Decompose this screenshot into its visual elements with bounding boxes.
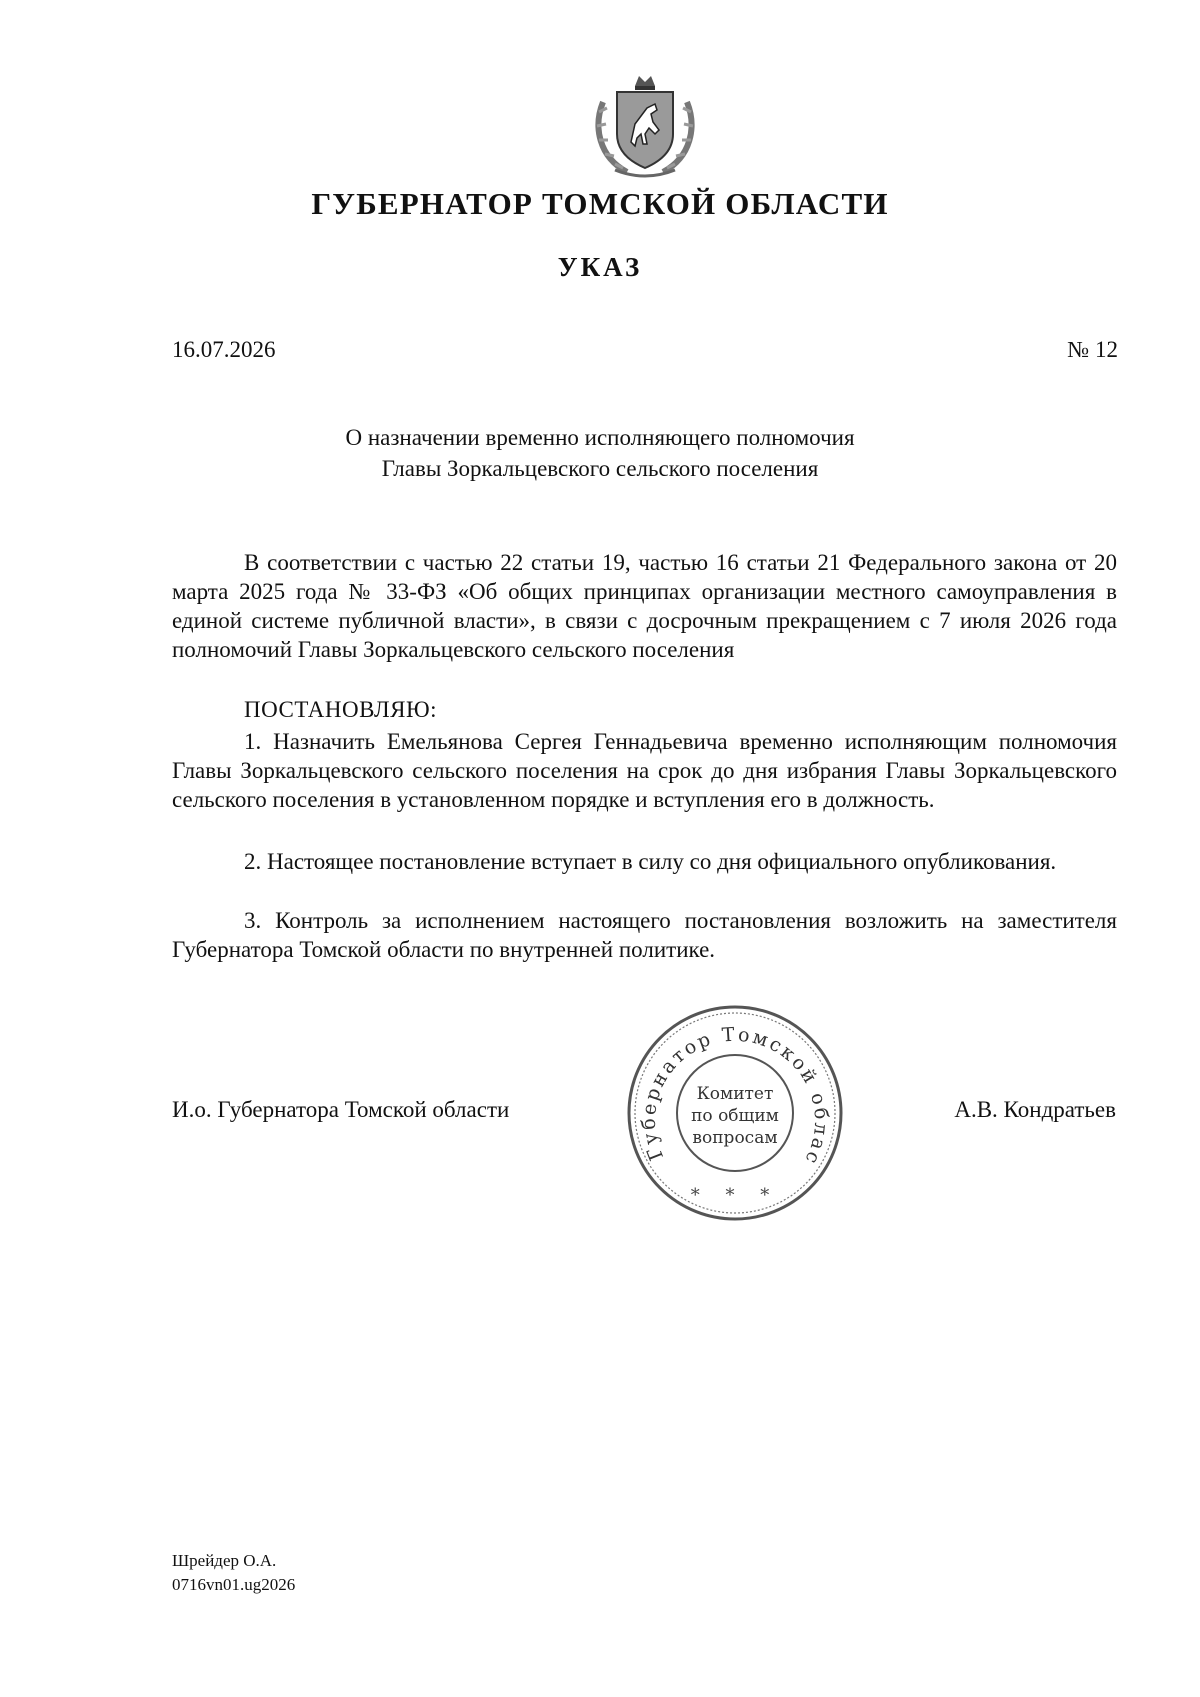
- official-seal: [625, 1003, 845, 1223]
- seal-stars: * * *: [690, 1185, 780, 1206]
- issuer-title: ГУБЕРНАТОР ТОМСКОЙ ОБЛАСТИ: [311, 186, 889, 221]
- document-type: УКАЗ: [557, 252, 643, 282]
- seal-inner-line: вопросам: [692, 1128, 778, 1148]
- executor-note: [172, 1549, 295, 1597]
- decree-item: 2. Настоящее постановление вступает в силу со дня официального опубликования.: [244, 849, 1057, 874]
- decree-item: 1. Назначить Емельянова Сергея Геннадьевича временно исполняющим полномочия Главы Зоркальцевского сельского поселения на срок до дня избрания Главы Зоркальцевского сельского поселения в установленном порядке и вступления его в должность.: [172, 729, 1117, 812]
- seal-outer-text: Губернатор Томской облас: [637, 1023, 833, 1170]
- document-date: 16.07.2026: [172, 337, 276, 362]
- decree-word: ПОСТАНОВЛЯЮ:: [244, 697, 438, 722]
- signatory-name: А.В. Кондратьев: [954, 1097, 1116, 1122]
- subject-line: Главы Зоркальцевского сельского поселения: [381, 456, 819, 481]
- document-number: № 12: [1067, 337, 1118, 362]
- document-subject: [0, 422, 1200, 484]
- decree-item: 3. Контроль за исполнением настоящего постановления возложить на заместителя Губернатора Томской области по внутренней политике.: [172, 908, 1117, 962]
- coat-of-arms-icon: [585, 72, 705, 180]
- document-code: 0716vn01.ug2026: [172, 1575, 296, 1594]
- signatory-position: И.о. Губернатора Томской области: [172, 1097, 510, 1122]
- subject-line: О назначении временно исполняющего полномочия: [345, 425, 855, 450]
- executor-name: Шрейдер О.А.: [172, 1551, 277, 1570]
- seal-inner-line: Комитет: [696, 1084, 774, 1104]
- preamble-paragraph: В соответствии с частью 22 статьи 19, частью 16 статьи 21 Федерального закона от 20 марта 2025 года № 33-ФЗ «Об общих принципах организации местного самоуправления в единой системе публичной власти», в связи с досрочным прекращением с 7 июля 2026 года полномочий Главы Зоркальцевского сельского поселения: [172, 550, 1117, 662]
- seal-inner-line: по общим: [691, 1106, 779, 1126]
